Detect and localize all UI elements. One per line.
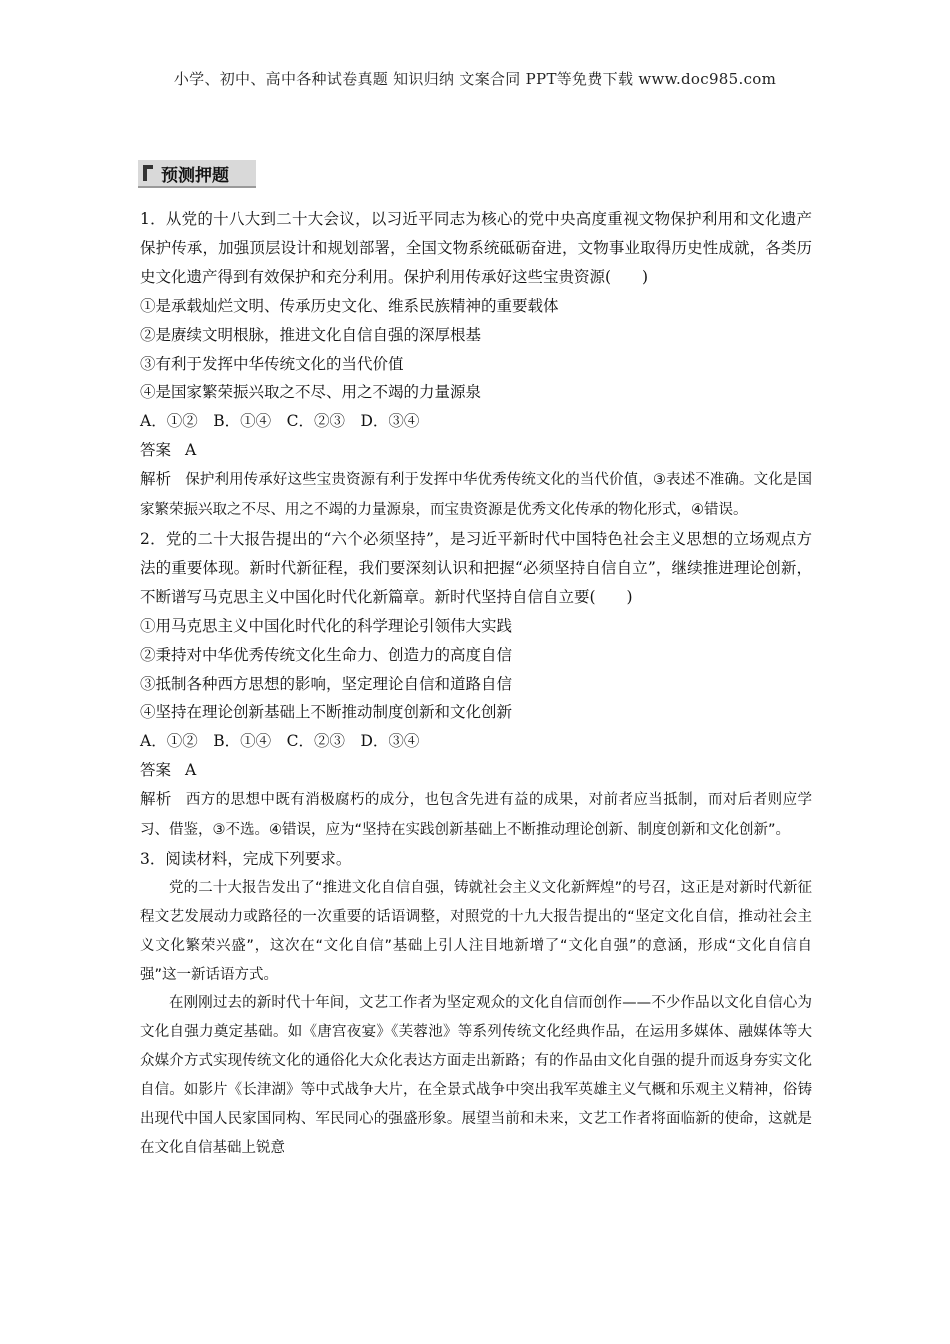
- question-2-analysis: [140, 785, 812, 845]
- question-2-stem: 2．党的二十大报告提出的“六个必须坚持”，是习近平新时代中国特色社会主义思想的立场观点方法的重要体现。新时代新征程，我们要深刻认识和把握“必须坚持自信自立”，继续推进理论创新，不断谱写马克思主义中国化时代化新篇章。新时代坚持自信自立要( ): [140, 529, 812, 606]
- question-2-choices: A．①② B．①④ C．②③ D．③④: [140, 732, 420, 751]
- question-1-option: ①是承载灿烂文明、传承历史文化、维系民族精神的重要载体: [140, 296, 559, 315]
- answer-label: 答案: [140, 441, 172, 460]
- question-2-option: ④坚持在理论创新基础上不断推动制度创新和文化创新: [140, 703, 513, 722]
- question-1-option: ③有利于发挥中华传统文化的当代价值: [140, 354, 404, 373]
- question-1-stem: 1．从党的十八大到二十大会议，以习近平同志为核心的党中央高度重视文物保护利用和文化遗产保护传承，加强顶层设计和规划部署，全国文物系统砥砺奋进，文物事业取得历史性成就，各类历史文化遗产得到有效保护和充分利用。保护利用传承好这些宝贵资源( ): [140, 210, 812, 286]
- section-title: 预测押题: [161, 165, 229, 186]
- analysis-text: 保护利用传承好这些宝贵资源有利于发挥中华优秀传统文化的当代价值，③表述不准确。文化是国家繁荣振兴取之不尽、用之不竭的力量源泉，而宝贵资源是优秀文化传承的物化形式，④错误。: [140, 472, 812, 519]
- question-2-answer: [140, 756, 812, 785]
- question-1-option: ④是国家繁荣振兴取之不尽、用之不竭的力量源泉: [140, 383, 482, 402]
- question-2-option: ③抵制各种西方思想的影响，坚定理论自信和道路自信: [140, 674, 513, 693]
- section-marker-icon: [143, 165, 153, 181]
- analysis-text: 西方的思想中既有消极腐朽的成分，也包含先进有益的成果，对前者应当抵制，而对后者则应学习、借鉴，③不选。④错误，应为“坚持在实践创新基础上不断推动理论创新、制度创新和文化创新”。: [140, 792, 812, 839]
- answer-value: A: [185, 761, 197, 780]
- question-3-stem: 3．阅读材料，完成下列要求。: [140, 849, 352, 868]
- question-1-answer: [140, 436, 812, 465]
- question-3-paragraph: 在刚刚过去的新时代十年间，文艺工作者为坚定观众的文化自信而创作——不少作品以文化自信心为文化自强力奠定基础。如《唐宫夜宴》《芙蓉池》等系列传统文化经典作品，在运用多媒体、融媒体等大众媒介方式实现传统文化的通俗化大众化表达方面走出新路；有的作品由文化自强的提升而返身夯实文化自信。如影片《长津湖》等中式战争大片，在全景式战争中突出我军英雄主义气概和乐观主义精神，俗铸出现代中国人民家国同构、军民同心的强盛形象。展望当前和未来，文艺工作者将面临新的使命，这就是在文化自信基础上锐意: [140, 995, 812, 1156]
- section-heading: [138, 160, 256, 188]
- document-body: [140, 205, 812, 1163]
- analysis-label: 解析: [140, 470, 172, 489]
- question-3-paragraph: 党的二十大报告发出了“推进文化自信自强，铸就社会主义文化新辉煌”的号召，这正是对新时代新征程文艺发展动力或路径的一次重要的话语调整，对照党的十九大报告提出的“坚定文化自信，推动社会主义文化繁荣兴盛”，这次在“文化自信”基础上引人注目地新增了“文化自强”的意涵，形成“文化自信自强”这一新话语方式。: [140, 879, 812, 983]
- analysis-label: 解析: [140, 790, 172, 809]
- answer-value: A: [185, 441, 197, 460]
- page-header: 小学、初中、高中各种试卷真题 知识归纳 文案合同 PPT等免费下载 www.doc985.com: [173, 70, 777, 88]
- answer-label: 答案: [140, 761, 172, 780]
- question-1-option: ②是赓续文明根脉，推进文化自信自强的深厚根基: [140, 325, 482, 344]
- question-1-choices: A．①② B．①④ C．②③ D．③④: [140, 412, 420, 431]
- question-1-analysis: [140, 465, 812, 525]
- question-2-option: ②秉持对中华优秀传统文化生命力、创造力的高度自信: [140, 645, 513, 664]
- question-2-option: ①用马克思主义中国化时代化的科学理论引领伟大实践: [140, 616, 513, 635]
